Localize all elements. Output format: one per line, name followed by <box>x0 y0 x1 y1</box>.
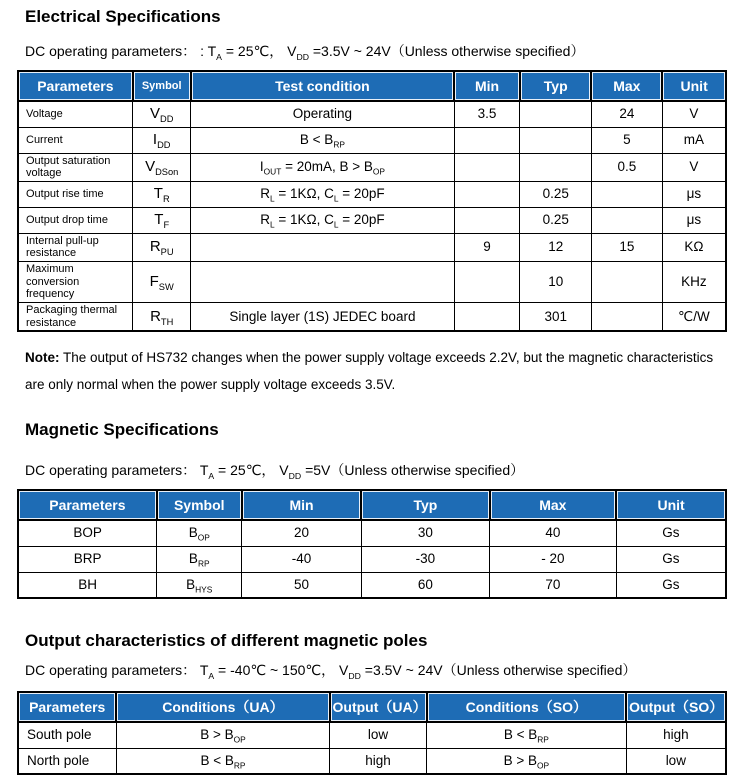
column-header: Parameters <box>18 490 157 520</box>
table-cell: -30 <box>361 546 489 572</box>
table-cell: Gs <box>616 546 726 572</box>
table-cell: 15 <box>591 233 662 261</box>
table-cell: 12 <box>520 233 592 261</box>
table-cell <box>591 207 662 233</box>
table-cell: μs <box>662 181 726 207</box>
column-header: Symbol <box>133 71 191 101</box>
table-cell: $B < B_{RP}$ <box>427 722 627 748</box>
table-cell: high <box>330 748 427 774</box>
table-cell: $V_{DD}$ <box>133 101 191 127</box>
poles-dc-parameters-line: DC operating parameters： $T_A$ = -40℃ ~ 150℃， $V_{DD} =3.5V$ ~ 24V（Unless otherwise specified） <box>25 662 637 682</box>
table-cell: Maximum conversion frequency <box>18 262 133 303</box>
table-cell: KΩ <box>662 233 726 261</box>
table-cell: South pole <box>18 722 116 748</box>
table-cell: $R_L = 1K\Omega$, $C_L = 20pF$ <box>191 181 454 207</box>
table-cell: $B < B_{RP}$ <box>116 748 329 774</box>
table-cell: 60 <box>361 572 489 598</box>
table-cell: $B_{RP}$ <box>157 546 242 572</box>
column-header: Min <box>242 490 362 520</box>
table-cell: Single layer (1S) JEDEC board <box>191 302 454 331</box>
table-cell: Packaging thermal resistance <box>18 302 133 331</box>
magnetic-dc-parameters-line: DC operating parameters： $T_A$ = 25℃， $V_{DD}$ =5V（Unless otherwise specified） <box>25 462 525 482</box>
column-header: Parameters <box>18 71 133 101</box>
table-cell: $B > B_{OP}$ <box>116 722 329 748</box>
table-cell: $B_{HYS}$ <box>157 572 242 598</box>
table-cell <box>520 153 592 181</box>
table-cell: BOP <box>18 520 157 546</box>
table-cell: low <box>626 748 726 774</box>
table-cell: Gs <box>616 520 726 546</box>
header-row <box>18 490 726 520</box>
table-row <box>18 181 726 207</box>
table-cell: 301 <box>520 302 592 331</box>
table-cell: -40 <box>242 546 362 572</box>
header-row <box>18 71 726 101</box>
section-magnetic <box>17 419 727 599</box>
table-cell: V <box>662 153 726 181</box>
table-cell: 5 <box>591 127 662 153</box>
table-cell: μs <box>662 207 726 233</box>
table-cell <box>454 127 520 153</box>
table-cell: North pole <box>18 748 116 774</box>
table-cell: $I_{DD}$ <box>133 127 191 153</box>
column-header: Parameters <box>18 692 116 722</box>
table-cell: 30 <box>361 520 489 546</box>
table-cell: 3.5 <box>454 101 520 127</box>
poles-output-table <box>17 691 727 775</box>
table-cell: $B < B_{RP}$ <box>191 127 454 153</box>
table-cell: 9 <box>454 233 520 261</box>
table-cell: $B > B_{OP}$ <box>427 748 627 774</box>
table-cell <box>454 181 520 207</box>
table-row <box>18 722 726 748</box>
table-cell: 50 <box>242 572 362 598</box>
table-row <box>18 262 726 303</box>
table-cell: Current <box>18 127 133 153</box>
table-cell: KHz <box>662 262 726 303</box>
table-row <box>18 153 726 181</box>
table-row <box>18 127 726 153</box>
table-cell: - 20 <box>490 546 617 572</box>
table-cell: Internal pull-up resistance <box>18 233 133 261</box>
table-cell: $T_R$ <box>133 181 191 207</box>
column-header: Output（UA） <box>330 692 427 722</box>
table-row <box>18 546 726 572</box>
table-cell <box>591 302 662 331</box>
table-cell: low <box>330 722 427 748</box>
table-row <box>18 233 726 261</box>
column-header: Symbol <box>157 490 242 520</box>
column-header: Max <box>591 71 662 101</box>
table-cell <box>454 207 520 233</box>
table-cell <box>520 101 592 127</box>
table-cell <box>454 262 520 303</box>
table-cell: high <box>626 722 726 748</box>
section-electrical <box>17 6 727 398</box>
electrical-note <box>25 344 725 398</box>
table-cell <box>191 262 454 303</box>
table-cell: BRP <box>18 546 157 572</box>
electrical-section-title: Electrical Specifications <box>25 7 221 26</box>
table-cell: V <box>662 101 726 127</box>
table-cell: $V_{DSon}$ <box>133 153 191 181</box>
table-cell: $F_{SW}$ <box>133 262 191 303</box>
table-cell <box>520 127 592 153</box>
column-header: Conditions（UA） <box>116 692 329 722</box>
table-cell: Output saturation voltage <box>18 153 133 181</box>
table-row <box>18 302 726 331</box>
column-header: Typ <box>520 71 592 101</box>
table-cell <box>191 233 454 261</box>
table-cell <box>454 302 520 331</box>
table-cell <box>591 181 662 207</box>
electrical-dc-parameters-line: DC operating parameters： : $T_A$ = 25℃， $V_{DD} =3.5V$ ~ 24V（Unless otherwise specified） <box>25 43 585 62</box>
table-cell: Voltage <box>18 101 133 127</box>
table-row <box>18 572 726 598</box>
table-cell: 20 <box>242 520 362 546</box>
table-row <box>18 101 726 127</box>
table-cell <box>591 262 662 303</box>
table-cell: $I_{OUT} = 20mA$, $B > B_{OP}$ <box>191 153 454 181</box>
table-cell: 10 <box>520 262 592 303</box>
table-row <box>18 748 726 774</box>
magnetic-spec-table <box>17 489 727 599</box>
column-header: Unit <box>616 490 726 520</box>
magnetic-section-title: Magnetic Specifications <box>25 420 219 440</box>
table-cell: 40 <box>490 520 617 546</box>
table-cell: 0.25 <box>520 207 592 233</box>
table-row <box>18 207 726 233</box>
column-header: Unit <box>662 71 726 101</box>
table-cell: BH <box>18 572 157 598</box>
table-row <box>18 520 726 546</box>
column-header: Output（SO） <box>626 692 726 722</box>
table-cell: mA <box>662 127 726 153</box>
table-cell: Output drop time <box>18 207 133 233</box>
column-header: Test condition <box>191 71 454 101</box>
table-cell: 70 <box>490 572 617 598</box>
table-cell: Output rise time <box>18 181 133 207</box>
column-header: Min <box>454 71 520 101</box>
column-header: Typ <box>361 490 489 520</box>
table-cell: 0.5 <box>591 153 662 181</box>
note-label: Note: <box>25 350 60 366</box>
table-cell: $R_L = 1K\Omega$, $C_L = 20pF$ <box>191 207 454 233</box>
table-cell: ℃/W <box>662 302 726 331</box>
electrical-spec-table <box>17 70 727 332</box>
table-cell: $R_{PU}$ <box>133 233 191 261</box>
table-cell: $R_{TH}$ <box>133 302 191 331</box>
table-cell: $B_{OP}$ <box>157 520 242 546</box>
column-header: Max <box>490 490 617 520</box>
table-cell: 0.25 <box>520 181 592 207</box>
column-header: Conditions（SO） <box>427 692 627 722</box>
table-cell: 24 <box>591 101 662 127</box>
section-poles <box>17 630 727 775</box>
table-cell <box>454 153 520 181</box>
table-cell: Gs <box>616 572 726 598</box>
table-cell: $T_F$ <box>133 207 191 233</box>
header-row <box>18 692 726 722</box>
table-cell: Operating <box>191 101 454 127</box>
poles-section-title: Output characteristics of different magnetic poles <box>25 631 428 651</box>
note-text: The output of HS732 changes when the power supply voltage exceeds 2.2V, but the magnetic characteristics are only normal when the power supply voltage exceeds 3.5V. <box>25 350 714 393</box>
